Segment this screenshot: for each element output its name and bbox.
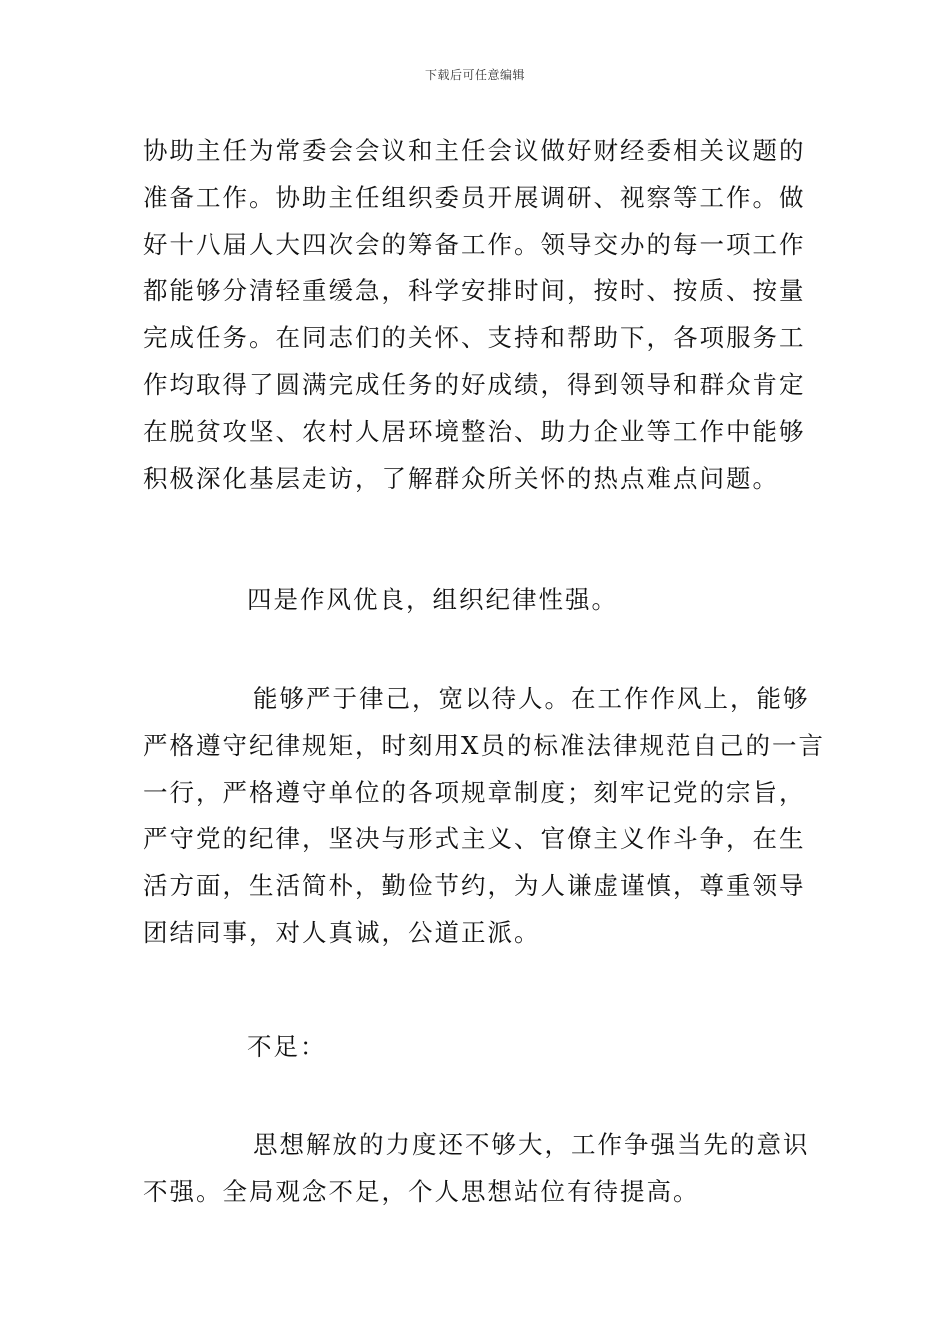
text-line: 协助主任为常委会会议和主任会议做好财经委相关议题的 xyxy=(143,136,806,165)
text-line: 准备工作。协助主任组织委员开展调研、视察等工作。做 xyxy=(143,182,806,212)
heading-line: 不足： xyxy=(247,1032,327,1061)
text-line: 活方面，生活简朴，勤俭节约，为人谦虚谨慎，尊重领导 xyxy=(143,871,806,901)
page-header: 下载后可任意编辑 xyxy=(424,68,525,82)
text-line: 都能够分清轻重缓急，科学安排时间，按时、按质、按量 xyxy=(143,276,806,306)
text-line: 思想解放的力度还不够大，工作争强当先的意识 xyxy=(253,1130,810,1159)
text-line: 不强。全局观念不足，个人思想站位有待提高。 xyxy=(143,1176,700,1206)
paragraph-work-duties xyxy=(143,128,811,502)
text-line: 作均取得了圆满完成任务的好成绩，得到领导和群众肯定 xyxy=(143,369,806,399)
text-line: 一行，严格遵守单位的各项规章制度；刻牢记党的宗旨， xyxy=(143,777,806,807)
section-heading-shortcomings xyxy=(143,1024,811,1071)
text-line: 在脱贫攻坚、农村人居环境整治、助力企业等工作中能够 xyxy=(143,416,806,446)
section-heading-style xyxy=(143,577,811,624)
text-line: 严守党的纪律，坚决与形式主义、官僚主义作斗争，在生 xyxy=(143,824,806,854)
text-line: 能够严于律己，宽以待人。在工作作风上，能够 xyxy=(253,684,810,713)
text-line: 完成任务。在同志们的关怀、支持和帮助下，各项服务工 xyxy=(143,323,806,353)
text-line: 严格遵守纪律规矩，时刻用X员的标准法律规范自己的一言 xyxy=(143,730,825,760)
text-line: 团结同事，对人真诚，公道正派。 xyxy=(143,917,541,947)
paragraph-discipline xyxy=(143,676,825,957)
text-line: 积极深化基层走访，了解群众所关怀的热点难点问题。 xyxy=(143,463,779,493)
text-line: 好十八届人大四次会的筹备工作。领导交办的每一项工作 xyxy=(143,229,806,259)
paragraph-shortcomings xyxy=(143,1122,811,1216)
heading-line: 四是作风优良，组织纪律性强。 xyxy=(247,585,618,614)
